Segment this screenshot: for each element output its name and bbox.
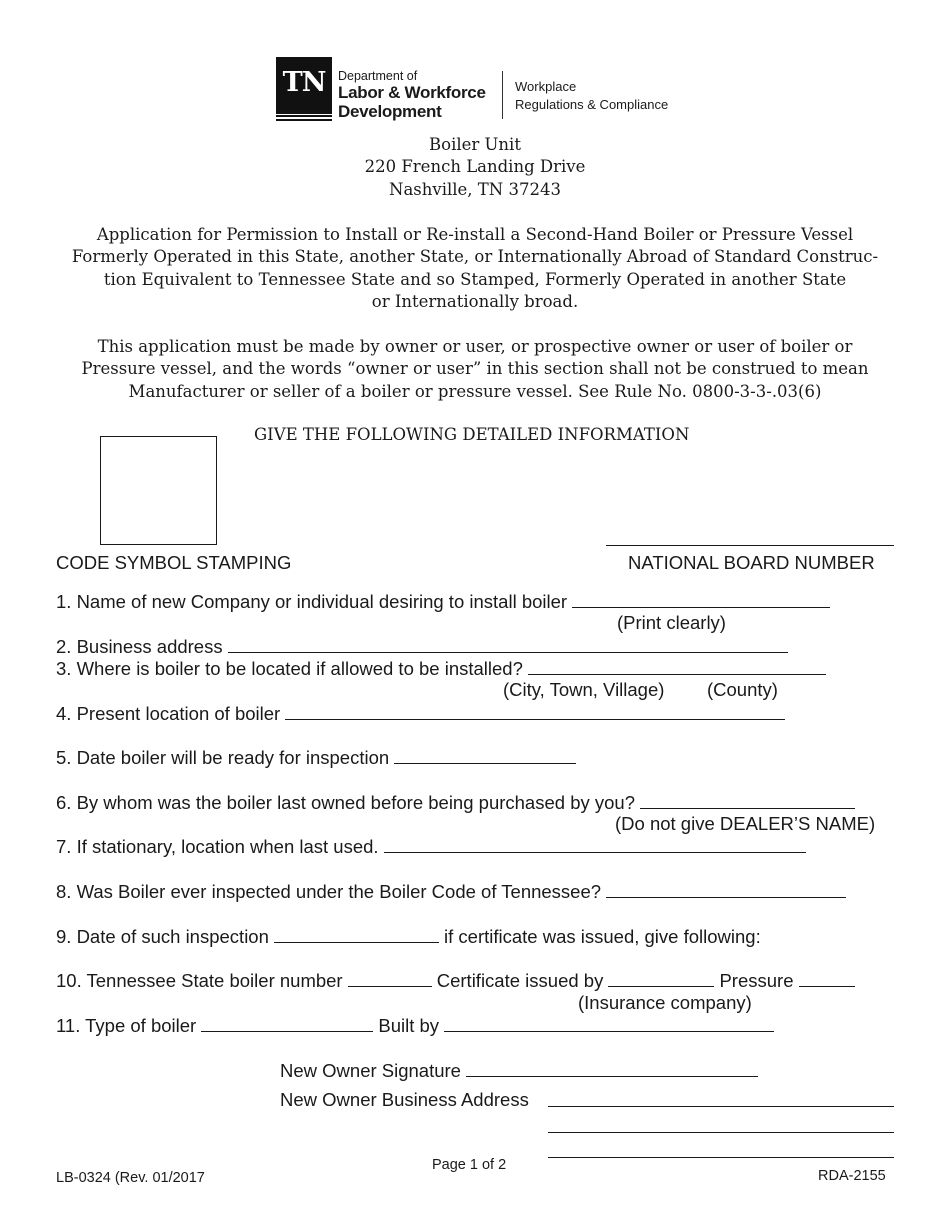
question-8-label: 8. Was Boiler ever inspected under the Boiler Code of Tennessee? bbox=[56, 881, 602, 902]
instructions-heading: GIVE THE FOLLOWING DETAILED INFORMATION bbox=[254, 425, 690, 444]
owner-address-line-2[interactable] bbox=[548, 1132, 894, 1133]
city-town-village-note: (City, Town, Village) bbox=[503, 679, 665, 700]
question-3 bbox=[56, 657, 826, 680]
built-by-label: Built by bbox=[378, 1015, 440, 1036]
owner-address-line-3[interactable] bbox=[548, 1157, 894, 1158]
national-board-label: NATIONAL BOARD NUMBER bbox=[628, 552, 875, 573]
question-1-label: 1. Name of new Company or individual desiring to install boiler bbox=[56, 591, 568, 612]
code-symbol-stamp-box[interactable] bbox=[100, 436, 217, 545]
question-8 bbox=[56, 880, 846, 903]
title-line: Application for Permission to Install or Re-install a Second-Hand Boiler or Pressure Vessel bbox=[96, 225, 854, 244]
rda-number: RDA-2155 bbox=[818, 1168, 886, 1184]
division-line1: Workplace bbox=[515, 79, 577, 94]
title-line: Formerly Operated in this State, another State, or Internationally Abroad of Standard Construc- bbox=[71, 247, 879, 267]
application-title bbox=[40, 224, 910, 313]
notice-line: Pressure vessel, and the words “owner or user” in this section shall not be construed to mean bbox=[81, 359, 869, 379]
new-owner-signature bbox=[280, 1059, 758, 1082]
dept-name-line2: Labor & Workforce bbox=[338, 83, 486, 102]
form-number: LB-0324 (Rev. 01/2017 bbox=[56, 1170, 205, 1186]
dealer-name-note: (Do not give DEALER’S NAME) bbox=[615, 813, 876, 834]
last-used-location-field[interactable] bbox=[384, 835, 806, 853]
street-address: 220 French Landing Drive bbox=[364, 157, 586, 177]
question-7 bbox=[56, 835, 806, 858]
question-2-label: 2. Business address bbox=[56, 636, 223, 657]
question-9 bbox=[56, 925, 761, 948]
insurance-company-note: (Insurance company) bbox=[578, 992, 752, 1013]
owner-address-line-1[interactable] bbox=[548, 1106, 894, 1107]
question-10-label: 10. Tennessee State boiler number bbox=[56, 970, 343, 991]
division-line2: Regulations & Compliance bbox=[515, 97, 669, 112]
business-address-field[interactable] bbox=[228, 635, 788, 653]
inspection-date-field[interactable] bbox=[274, 925, 439, 943]
inspection-ready-date-field[interactable] bbox=[394, 746, 576, 764]
tn-logo-text: TN bbox=[282, 67, 326, 98]
signature-label: New Owner Signature bbox=[280, 1060, 461, 1081]
department-logo bbox=[276, 57, 676, 123]
company-name-field[interactable] bbox=[572, 590, 830, 608]
application-notice bbox=[40, 336, 910, 403]
signature-field[interactable] bbox=[466, 1059, 758, 1077]
question-3-label: 3. Where is boiler to be located if allowed to be installed? bbox=[56, 658, 523, 679]
logo-divider bbox=[502, 71, 503, 119]
question-10 bbox=[56, 969, 855, 992]
certificate-issuer-field[interactable] bbox=[608, 969, 714, 987]
logo-rule bbox=[276, 115, 332, 117]
city-address: Nashville, TN 37243 bbox=[389, 179, 561, 199]
question-6-label: 6. By whom was the boiler last owned before being purchased by you? bbox=[56, 792, 635, 813]
question-9-tail: if certificate was issued, give following: bbox=[444, 926, 761, 947]
present-location-field[interactable] bbox=[285, 702, 785, 720]
tn-logo-mark bbox=[276, 57, 332, 114]
certificate-issued-label: Certificate issued by bbox=[436, 970, 604, 991]
question-9-label: 9. Date of such inspection bbox=[56, 926, 269, 947]
question-5 bbox=[56, 746, 576, 769]
tn-inspection-field[interactable] bbox=[606, 880, 846, 898]
logo-rule bbox=[276, 119, 332, 121]
question-4 bbox=[56, 702, 785, 725]
page-number: Page 1 of 2 bbox=[432, 1157, 507, 1173]
tn-boiler-number-field[interactable] bbox=[348, 969, 432, 987]
question-1 bbox=[56, 590, 830, 613]
title-line: tion Equivalent to Tennessee State and so Stamped, Formerly Operated in another State bbox=[103, 269, 847, 289]
question-7-label: 7. If stationary, location when last used. bbox=[56, 836, 379, 857]
question-6 bbox=[56, 791, 855, 814]
owner-address-label: New Owner Business Address bbox=[280, 1089, 529, 1110]
pressure-label: Pressure bbox=[719, 970, 794, 991]
national-board-number-field[interactable] bbox=[606, 545, 894, 546]
unit-address bbox=[40, 134, 910, 201]
builder-field[interactable] bbox=[444, 1014, 774, 1032]
boiler-type-field[interactable] bbox=[201, 1014, 373, 1032]
previous-owner-field[interactable] bbox=[640, 791, 855, 809]
dept-name-line3: Development bbox=[338, 102, 442, 121]
question-4-label: 4. Present location of boiler bbox=[56, 703, 281, 724]
dept-name-line1: Department of bbox=[338, 69, 418, 83]
title-line: or Internationally broad. bbox=[371, 291, 579, 311]
unit-name: Boiler Unit bbox=[429, 135, 521, 154]
boiler-location-field[interactable] bbox=[528, 657, 826, 675]
print-clearly-note: (Print clearly) bbox=[617, 612, 726, 633]
notice-line: This application must be made by owner or user, or prospective owner or user of boiler or bbox=[97, 337, 853, 356]
question-5-label: 5. Date boiler will be ready for inspection bbox=[56, 747, 390, 768]
code-symbol-label: CODE SYMBOL STAMPING bbox=[56, 552, 292, 573]
question-11 bbox=[56, 1014, 774, 1037]
pressure-field[interactable] bbox=[799, 969, 855, 987]
notice-line: Manufacturer or seller of a boiler or pressure vessel. See Rule No. 0800-3-3-.03(6) bbox=[128, 381, 822, 401]
question-11-label: 11. Type of boiler bbox=[56, 1015, 197, 1036]
county-note: (County) bbox=[707, 679, 778, 700]
question-2 bbox=[56, 635, 788, 658]
